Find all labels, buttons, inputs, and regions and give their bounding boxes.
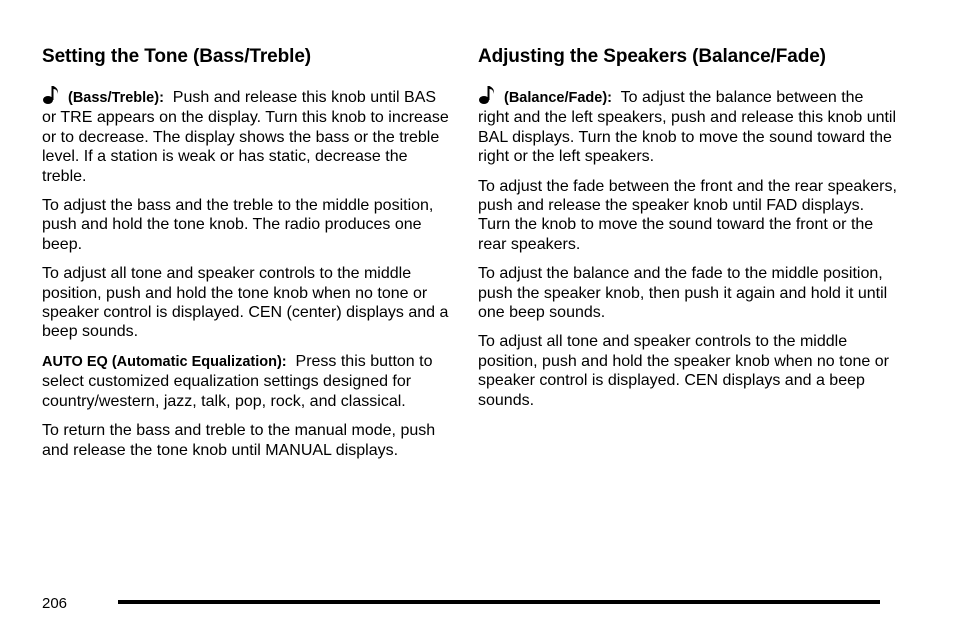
paragraph-middle-position: To adjust the bass and the treble to the middle position, push and hold the tone knob. The radio produces one beep. [42, 197, 434, 253]
paragraph-fade: To adjust the fade between the front and the rear speakers, push and release the speaker knob until FAD displays. Turn the knob to move the sound toward the front or the rear speakers. [478, 177, 897, 253]
paragraph-balance-fade [478, 85, 898, 167]
auto-eq-label: AUTO EQ (Automatic Equalization): [42, 353, 287, 370]
paragraph-balance-middle: To adjust the balance and the fade to the middle position, push the speaker knob, then push it again and hold it until one beep sounds. [478, 265, 888, 322]
footer-rule [118, 600, 880, 604]
page-number: 206 [42, 595, 68, 612]
paragraph-auto-eq [42, 352, 452, 411]
balance-fade-text: To adjust the balance between the right and the left speakers, push and release this knob until BAL displays. Turn the knob to move the sound toward the right or the left speakers. [478, 89, 897, 166]
paragraph-all-controls-speaker: To adjust all tone and speaker controls to the middle position, push and hold the speaker knob when no tone or speaker control is displayed. CEN displays and a beep sounds. [478, 333, 889, 409]
music-note-icon [478, 85, 496, 105]
balance-fade-label: (Balance/Fade): [504, 90, 612, 106]
paragraph-bass-treble [42, 85, 452, 186]
right-column [478, 45, 898, 420]
bass-treble-label: (Bass/Treble): [68, 90, 164, 106]
paragraph-all-controls: To adjust all tone and speaker controls to the middle position, push and hold the tone knob when no tone or speaker control is displayed. CEN (center) displays and a beep sounds. [42, 265, 449, 341]
paragraph-manual-mode: To return the bass and treble to the manual mode, push and release the tone knob until MANUAL displays. [42, 422, 436, 459]
music-note-icon [42, 85, 60, 105]
auto-eq-text: Press this button to select customized equalization settings designed for country/western, jazz, talk, pop, rock, and classical. [42, 352, 433, 410]
section-heading-speakers: Adjusting the Speakers (Balance/Fade) [478, 46, 826, 67]
section-heading-tone: Setting the Tone (Bass/Treble) [42, 46, 312, 67]
bass-treble-text: Push and release this knob until BAS or TRE appears on the display. Turn this knob to increase or to decrease. The display shows the bass or the treble level. If a station is weak or has static, decrease the treble. [42, 89, 449, 185]
left-column [42, 45, 452, 470]
